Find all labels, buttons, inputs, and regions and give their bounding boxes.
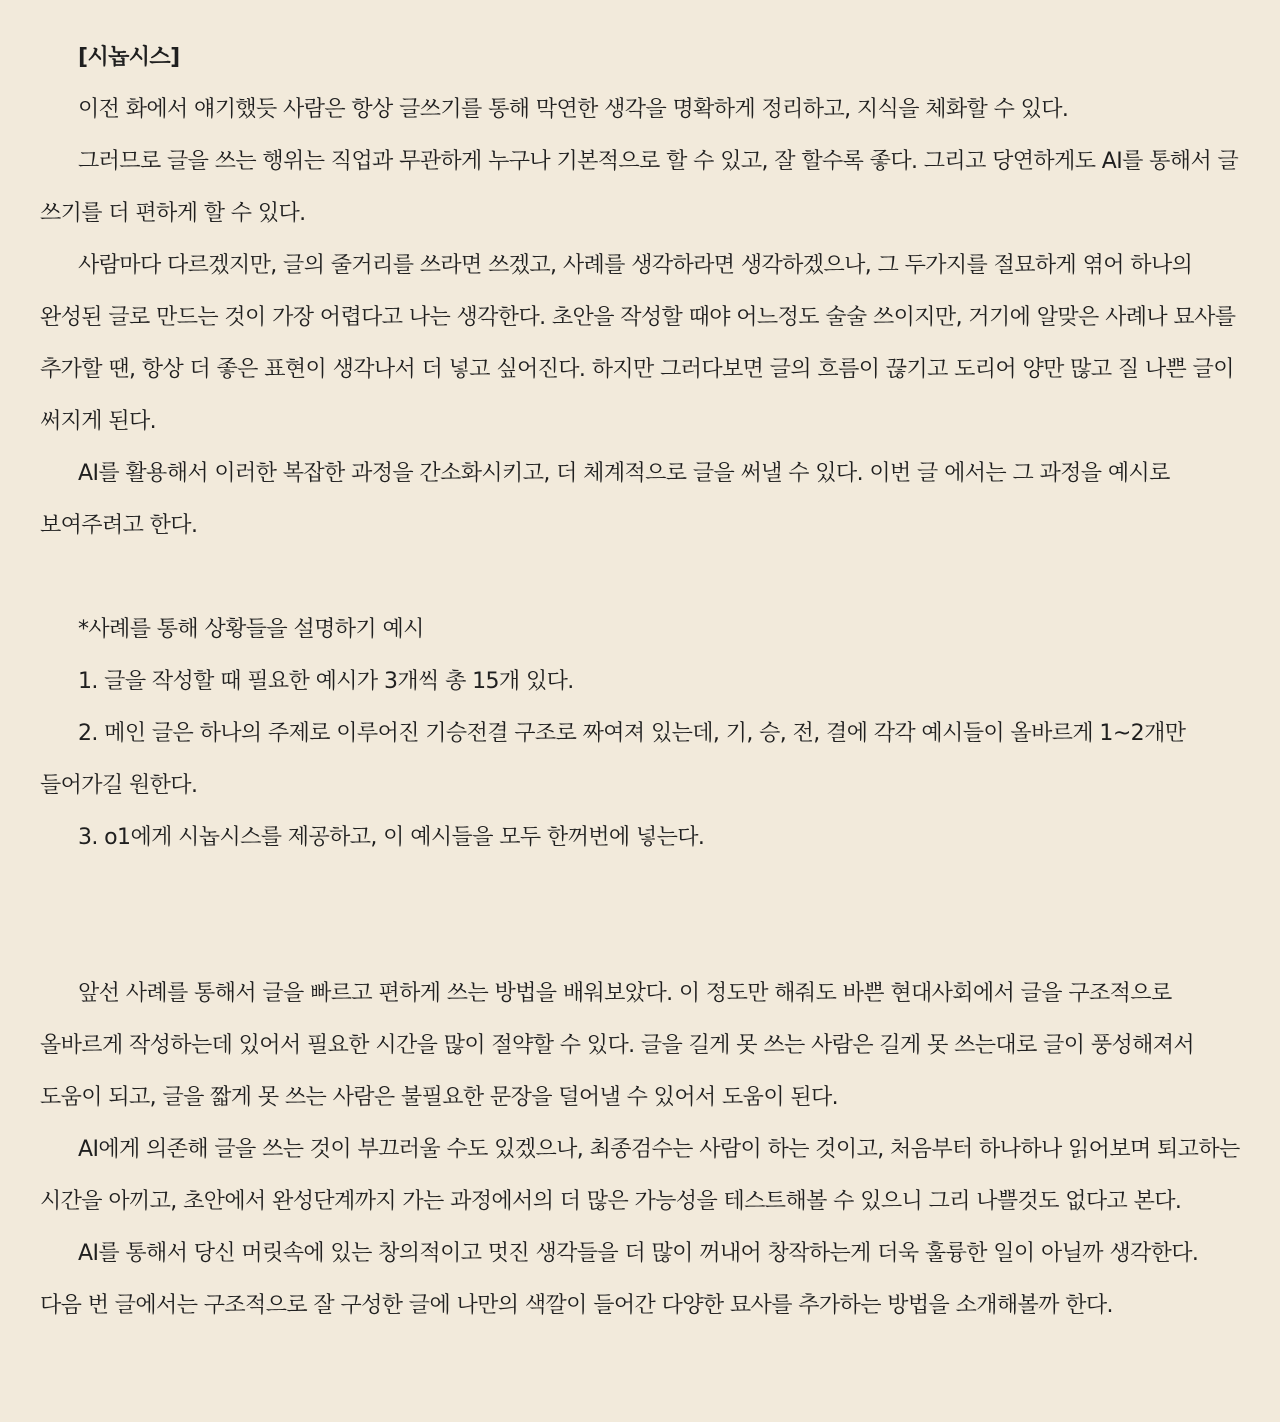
spacer bbox=[40, 864, 1240, 916]
example-item-2: 2. 메인 글은 하나의 주제로 이루어진 기승전결 구조로 짜여져 있는데, 기, 승, 전, 결에 각각 예시들이 올바르게 1~2개만 들어가길 원한다. bbox=[40, 721, 1186, 798]
synopsis-heading: [시놉시스] bbox=[78, 45, 180, 70]
synopsis-paragraph-3: 사람마다 다르겠지만, 글의 줄거리를 쓰라면 쓰겠고, 사례를 생각하라면 생각하겠으나, 그 두가지를 절묘하게 엮어 하나의 완성된 글로 만드는 것이 가장 어렵다고 나는 생각한다. 초안을 작성할 때야 어느정도 술술 쓰이지만, 거기에 알맞은 사례나 묘사를 추가할 땐, 항상 더 좋은 표현이 생각나서 더 넣고 싶어진다. 하지만 그러다보면 글의 흐름이 끊기고 도리어 양만 많고 질 나쁜 글이 써지게 된다. bbox=[40, 253, 1236, 434]
spacer bbox=[40, 916, 1240, 968]
example-item-1: 1. 글을 작성할 때 필요한 예시가 3개씩 총 15개 있다. bbox=[78, 669, 574, 694]
spacer bbox=[40, 552, 1240, 604]
example-heading: *사례를 통해 상황들을 설명하기 예시 bbox=[78, 617, 424, 642]
conclusion-paragraph-3: AI를 통해서 당신 머릿속에 있는 창의적이고 멋진 생각들을 더 많이 꺼내어 창작하는게 더욱 훌륭한 일이 아닐까 생각한다. 다음 번 글에서는 구조적으로 잘 구성한 글에 나만의 색깔이 들어간 다양한 묘사를 추가하는 방법을 소개해볼까 한다. bbox=[40, 1241, 1199, 1318]
conclusion-paragraph-1: 앞선 사례를 통해서 글을 빠르고 편하게 쓰는 방법을 배워보았다. 이 정도만 해줘도 바쁜 현대사회에서 글을 구조적으로 올바르게 작성하는데 있어서 필요한 시간을 많이 절약할 수 있다. 글을 길게 못 쓰는 사람은 길게 못 쓰는대로 글이 풍성해져서 도움이 되고, 글을 짧게 못 쓰는 사람은 불필요한 문장을 덜어낼 수 있어서 도움이 된다. bbox=[40, 981, 1195, 1110]
synopsis-paragraph-2: 그러므로 글을 쓰는 행위는 직업과 무관하게 누구나 기본적으로 할 수 있고, 잘 할수록 좋다. 그리고 당연하게도 AI를 통해서 글 쓰기를 더 편하게 할 수 있다. bbox=[40, 149, 1239, 226]
conclusion-paragraph-2: AI에게 의존해 글을 쓰는 것이 부끄러울 수도 있겠으나, 최종검수는 사람이 하는 것이고, 처음부터 하나하나 읽어보며 퇴고하는 시간을 아끼고, 초안에서 완성단계까지 가는 과정에서의 더 많은 가능성을 테스트해볼 수 있으니 그리 나쁠것도 없다고 본다. bbox=[40, 1137, 1240, 1214]
synopsis-paragraph-4: AI를 활용해서 이러한 복잡한 과정을 간소화시키고, 더 체계적으로 글을 써낼 수 있다. 이번 글 에서는 그 과정을 예시로 보여주려고 한다. bbox=[40, 461, 1170, 538]
synopsis-paragraph-1: 이전 화에서 얘기했듯 사람은 항상 글쓰기를 통해 막연한 생각을 명확하게 정리하고, 지식을 체화할 수 있다. bbox=[78, 97, 1069, 122]
example-item-3: 3. o1에게 시놉시스를 제공하고, 이 예시들을 모두 한꺼번에 넣는다. bbox=[78, 825, 705, 850]
